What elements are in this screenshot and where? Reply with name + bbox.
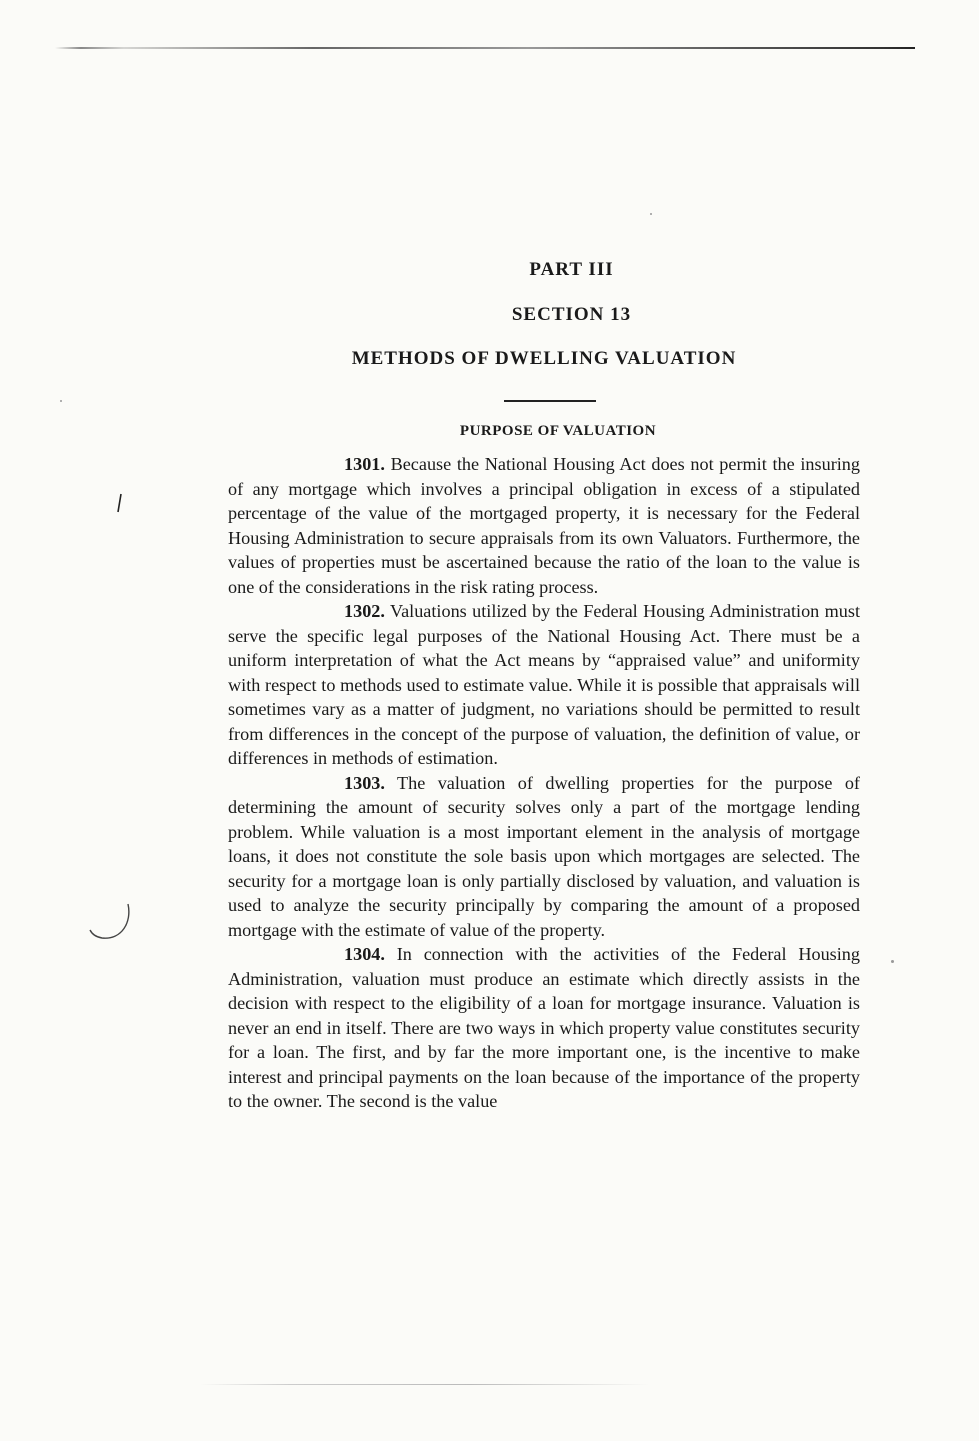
paragraph-number: 1304.	[344, 944, 385, 964]
paragraph-text: In connection with the activities of the Federal Housing Administration, valuation must produce an estimate which directly assists in the decision with respect to the eligibility of a loan for mortgage insurance. Valuation is never an end in itself. There are two ways in which property value constitutes security for a loan. The first, and by far the more important one, is the incentive to make interest and principal payments on the loan because of the importance of the property to the owner. The second is the value	[228, 944, 860, 1111]
paragraph-number: 1303.	[344, 772, 385, 793]
body-text	[228, 452, 860, 1114]
paragraph-number: 1301.	[344, 454, 385, 474]
paragraph-text: Valuations utilized by the Federal Housing Administration must serve the specific legal purposes of the National Housing Act. There must be a uniform interpretation of what the Act means by “appraised value” and uniformity with respect to methods used to estimate value. While it is possible that appraisals will sometimes vary as a matter of judgment, no variations should be permitted to result from differences in the concept of the purpose of valuation, the definition of value, or differences in methods of estimation.	[228, 601, 860, 768]
heading-block	[228, 256, 860, 402]
subheading: PURPOSE OF VALUATION	[459, 423, 657, 439]
margin-hole-punch-mark	[88, 900, 132, 944]
margin-pencil-mark	[112, 492, 126, 516]
paragraph-text: The valuation of dwelling properties for the purpose of determining the amount of security solves only a part of the mortgage lending problem. While valuation is a most important element in the analysis of mortgage loans, it does not constitute the sole basis upon which mortgages are selected. The security for a mortgage loan is only partially disclosed by valuation, and valuation is used to analyze the security principally by comparing the amount of a proposed mortgage with the estimate of value of the property.	[228, 772, 860, 940]
paragraph-text: Because the National Housing Act does not permit the insuring of any mortgage which involves a principal obligation in excess of a stipulated percentage of the value of the mortgaged property, it is necessary for the Federal Housing Administration to secure appraisals from its own Valuators. Furthermore, the values of properties must be ascertained because the ratio of the loan to the value is one of the considerations in the risk rating process.	[228, 454, 860, 597]
paragraph-1301	[228, 452, 860, 599]
part-title: PART III	[529, 259, 614, 280]
title-divider	[504, 400, 596, 402]
scan-speck	[60, 400, 62, 402]
scan-speck	[650, 213, 652, 215]
paragraph-1302	[228, 599, 860, 771]
document-title: METHODS OF DWELLING VALUATION	[351, 348, 737, 369]
paragraph-1303	[228, 771, 860, 943]
paragraph-number: 1302.	[344, 601, 385, 621]
page-bottom-scan-edge	[200, 1384, 650, 1385]
page-top-scan-edge	[55, 47, 915, 49]
section-title: SECTION 13	[511, 304, 632, 325]
paragraph-1304	[228, 942, 860, 1114]
scan-speck	[891, 960, 894, 963]
